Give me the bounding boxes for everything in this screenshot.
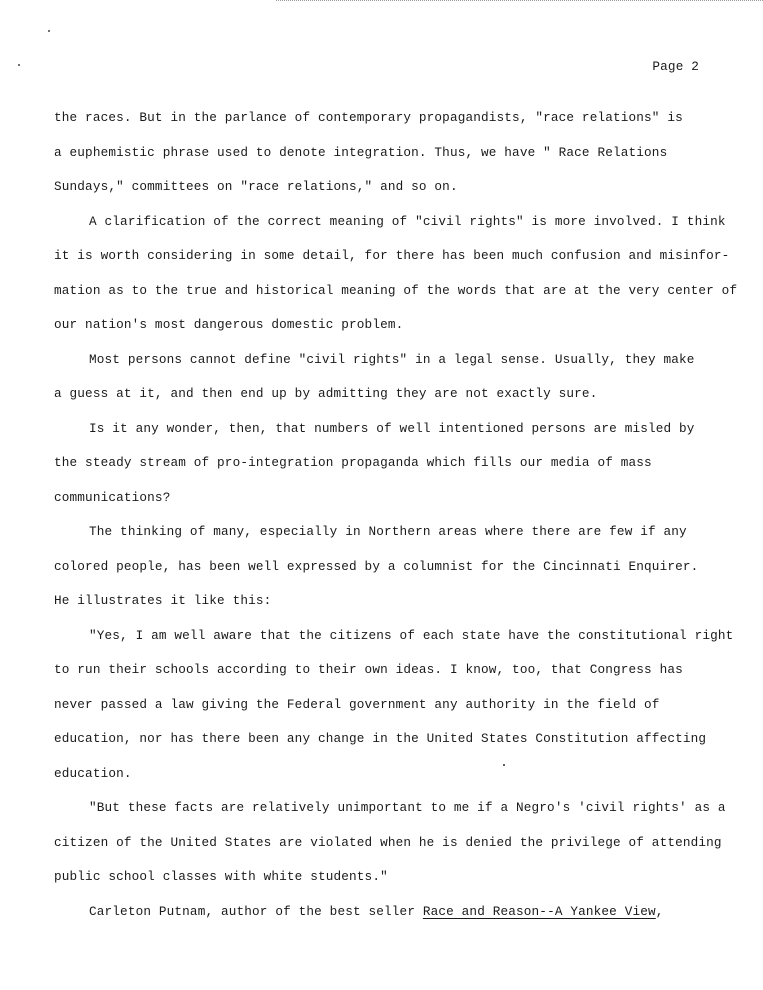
body-line: A clarification of the correct meaning of "civil rights" is more involved. I think (89, 214, 726, 229)
body-line: The thinking of many, especially in Northern areas where there are few if any (89, 524, 687, 539)
last-line-prefix: Carleton Putnam, author of the best seller (89, 904, 423, 919)
body-line: mation as to the true and historical meaning of the words that are at the very center of (54, 283, 738, 298)
top-dotted-border (276, 0, 763, 1)
body-line: the steady stream of pro-integration propaganda which fills our media of mass (54, 455, 652, 470)
body-line: Is it any wonder, then, that numbers of well intentioned persons are misled by (89, 421, 695, 436)
body-line: colored people, has been well expressed by a columnist for the Cincinnati Enquirer. (54, 559, 699, 574)
body-line: a euphemistic phrase used to denote integration. Thus, we have " Race Relations (54, 145, 668, 160)
quote-line: education. (54, 766, 132, 781)
scan-speck (503, 764, 505, 766)
quote-line: education, nor has there been any change in the United States Constitution affecting (54, 731, 707, 746)
quote-line: "But these facts are relatively unimportant to me if a Negro's 'civil rights' as a (89, 800, 726, 815)
quote-line: public school classes with white students." (54, 869, 388, 884)
page-number: Page 2 (652, 59, 699, 74)
body-line: He illustrates it like this: (54, 593, 272, 608)
quote-line: "Yes, I am well aware that the citizens of each state have the constitutional right (89, 628, 734, 643)
body-line-last (89, 902, 664, 922)
body-line: a guess at it, and then end up by admitting they are not exactly sure. (54, 386, 598, 401)
scan-speck (18, 64, 20, 66)
body-line: our nation's most dangerous domestic problem. (54, 317, 404, 332)
quote-line: citizen of the United States are violated when he is denied the privilege of attending (54, 835, 722, 850)
book-title: Race and Reason--A Yankee View (422, 904, 656, 919)
scan-speck (48, 30, 50, 32)
body-line: communications? (54, 490, 171, 505)
body-line: Sundays," committees on "race relations," and so on. (54, 179, 458, 194)
body-line: the races. But in the parlance of contemporary propagandists, "race relations" is (54, 110, 683, 125)
quote-line: never passed a law giving the Federal government any authority in the field of (54, 697, 660, 712)
body-line: Most persons cannot define "civil rights" in a legal sense. Usually, they make (89, 352, 695, 367)
last-line-suffix: , (655, 904, 664, 919)
body-line: it is worth considering in some detail, for there has been much confusion and misinfor- (54, 248, 730, 263)
quote-line: to run their schools according to their own ideas. I know, too, that Congress has (54, 662, 683, 677)
